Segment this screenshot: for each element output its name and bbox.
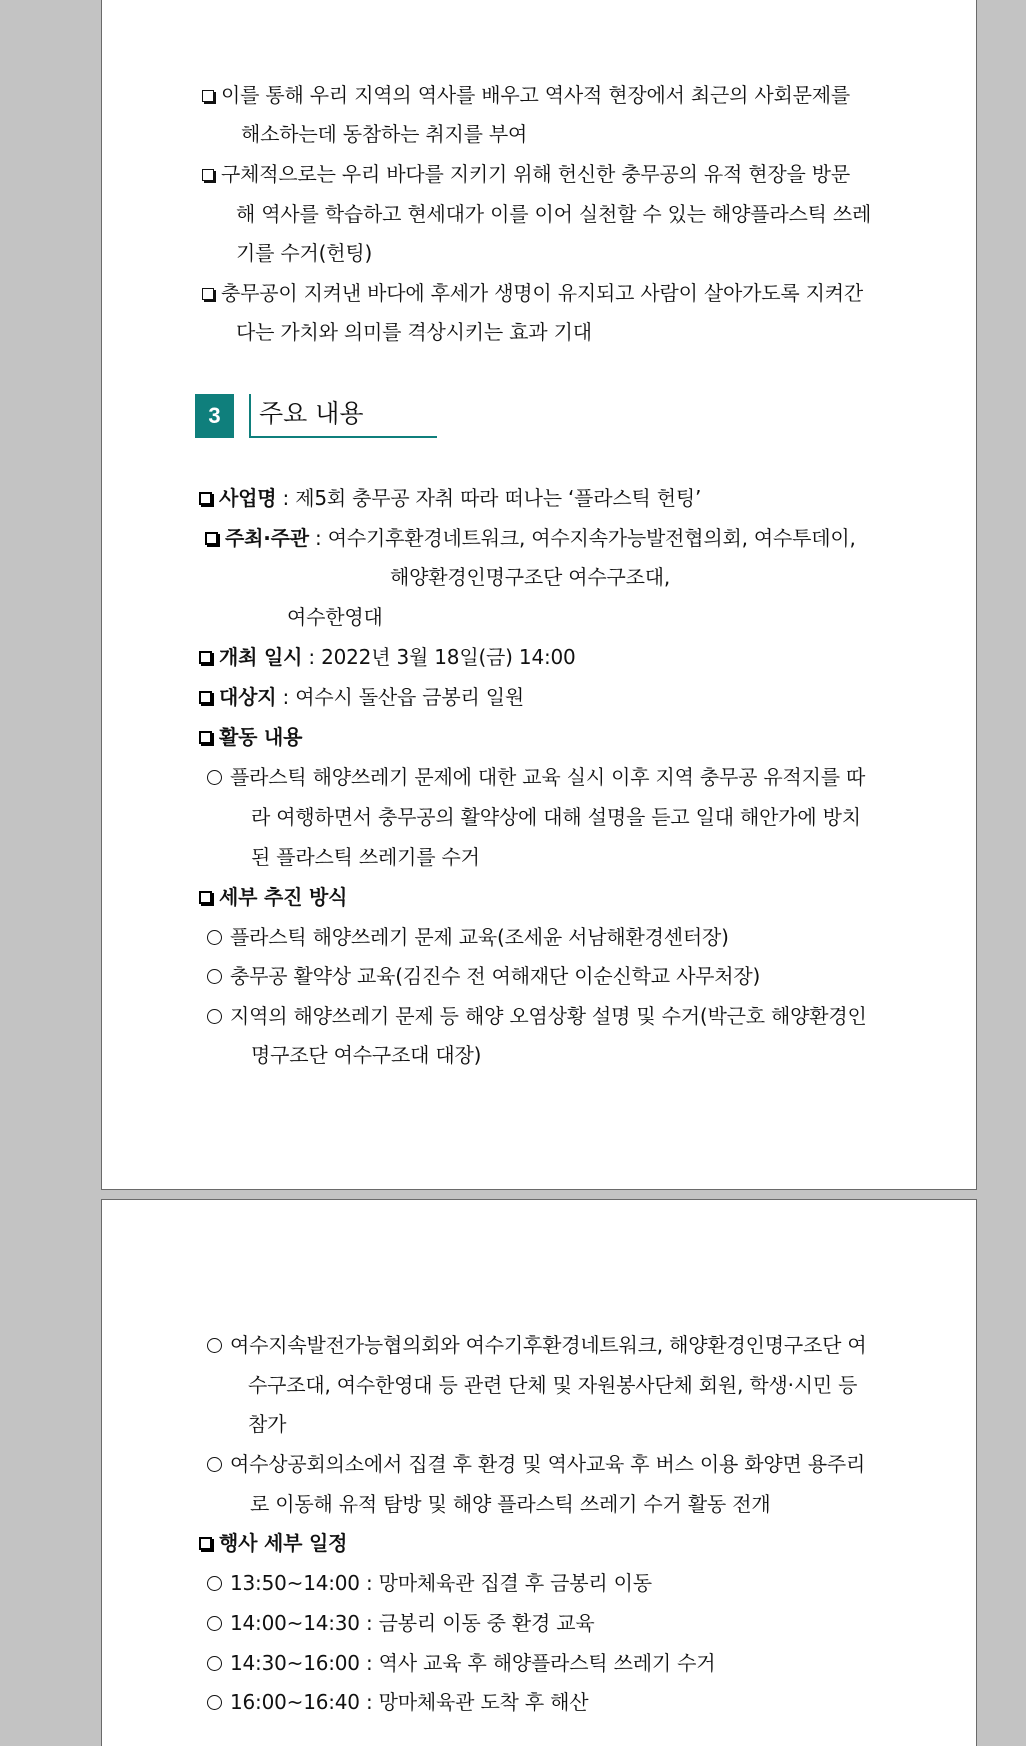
method-item: 충무공 활약상 교육(김진수 전 여해재단 이순신학교 사무처장): [207, 964, 760, 988]
purpose-bullet-3: 충무공이 지켜낸 바다에 후세가 생명이 유지되고 사람이 살아가도록 지켜간: [202, 281, 863, 305]
circle-bullet-icon: [207, 770, 222, 785]
circle-bullet-icon: [207, 969, 222, 984]
date-item: 개최 일시 : 2022년 3월 18일(금) 14:00: [199, 645, 576, 669]
checkbox-square-icon: [202, 169, 214, 181]
checkbox-square-icon: [199, 891, 212, 904]
activity-item: 플라스틱 해양쓰레기 문제에 대한 교육 실시 이후 지역 충무공 유적지를 따: [207, 765, 865, 789]
purpose-bullet-2-cont: 기를 수거(헌팅): [236, 241, 373, 265]
purpose-bullet-1-cont: 해소하는데 동참하는 취지를 부여: [241, 122, 528, 146]
method-item: 플라스틱 해양쓰레기 문제 교육(조세윤 서남해환경센터장): [207, 925, 729, 949]
purpose-bullet-2-cont: 해 역사를 학습하고 현세대가 이를 이어 실천할 수 있는 해양플라스틱 쓰레: [236, 202, 872, 226]
host-item-cont: 해양환경인명구조단 여수구조대,: [390, 565, 670, 589]
schedule-item: 14:00~14:30 : 금봉리 이동 중 환경 교육: [207, 1611, 595, 1635]
checkbox-square-icon: [202, 90, 214, 102]
checkbox-square-icon: [205, 532, 218, 545]
circle-bullet-icon: [207, 930, 222, 945]
host-item: 주최·주관 : 여수기후환경네트워크, 여수지속가능발전협의회, 여수투데이,: [205, 526, 856, 550]
section-number-badge: 3: [195, 394, 234, 438]
activity-item-cont: 라 여행하면서 충무공의 활약상에 대해 설명을 듣고 일대 해안가에 방치: [251, 805, 861, 829]
route-item: 여수상공회의소에서 집결 후 환경 및 역사교육 후 버스 이용 화양면 용주리: [207, 1452, 865, 1476]
section-heading: [249, 394, 437, 438]
schedule-item: 16:00~16:40 : 망마체육관 도착 후 해산: [207, 1690, 588, 1714]
site-item: 대상지 : 여수시 돌산읍 금봉리 일원: [199, 685, 524, 709]
checkbox-square-icon: [199, 691, 212, 704]
circle-bullet-icon: [207, 1457, 222, 1472]
activity-item-cont: 된 플라스틱 쓰레기를 수거: [251, 845, 480, 869]
purpose-bullet-1: 이를 통해 우리 지역의 역사를 배우고 역사적 현장에서 최근의 사회문제를: [202, 83, 850, 107]
checkbox-square-icon: [199, 731, 212, 744]
participants-item-cont: 참가: [248, 1412, 287, 1436]
checkbox-square-icon: [199, 492, 212, 505]
circle-bullet-icon: [207, 1338, 222, 1353]
schedule-item: 14:30~16:00 : 역사 교육 후 해양플라스틱 쓰레기 수거: [207, 1651, 715, 1675]
route-item-cont: 로 이동해 유적 탐방 및 해양 플라스틱 쓰레기 수거 활동 전개: [250, 1492, 771, 1516]
checkbox-square-icon: [199, 651, 212, 664]
host-item-cont: 여수한영대: [287, 605, 383, 629]
participants-item-cont: 수구조대, 여수한영대 등 관련 단체 및 자원봉사단체 회원, 학생·시민 등: [248, 1373, 858, 1397]
schedule-item: 13:50~14:00 : 망마체육관 집결 후 금봉리 이동: [207, 1571, 652, 1595]
method-heading: 세부 추진 방식: [199, 885, 347, 909]
schedule-heading: 행사 세부 일정: [199, 1531, 347, 1555]
checkbox-square-icon: [202, 288, 214, 300]
method-item: 지역의 해양쓰레기 문제 등 해양 오염상황 설명 및 수거(박근호 해양환경인: [207, 1004, 867, 1028]
method-item-cont: 명구조단 여수구조대 대장): [251, 1043, 482, 1067]
circle-bullet-icon: [207, 1616, 222, 1631]
project-name-item: 사업명 : 제5회 충무공 자취 따라 떠나는 ‘플라스틱 헌팅’: [199, 486, 701, 510]
circle-bullet-icon: [207, 1576, 222, 1591]
section-title: 주요 내용: [259, 399, 364, 428]
circle-bullet-icon: [207, 1695, 222, 1710]
purpose-bullet-2: 구체적으로는 우리 바다를 지키기 위해 헌신한 충무공의 유적 현장을 방문: [202, 162, 850, 186]
circle-bullet-icon: [207, 1656, 222, 1671]
purpose-bullet-3-cont: 다는 가치와 의미를 격상시키는 효과 기대: [236, 320, 592, 344]
activity-heading: 활동 내용: [199, 725, 302, 749]
checkbox-square-icon: [199, 1537, 212, 1550]
participants-item: 여수지속발전가능협의회와 여수기후환경네트워크, 해양환경인명구조단 여: [207, 1333, 866, 1357]
circle-bullet-icon: [207, 1009, 222, 1024]
